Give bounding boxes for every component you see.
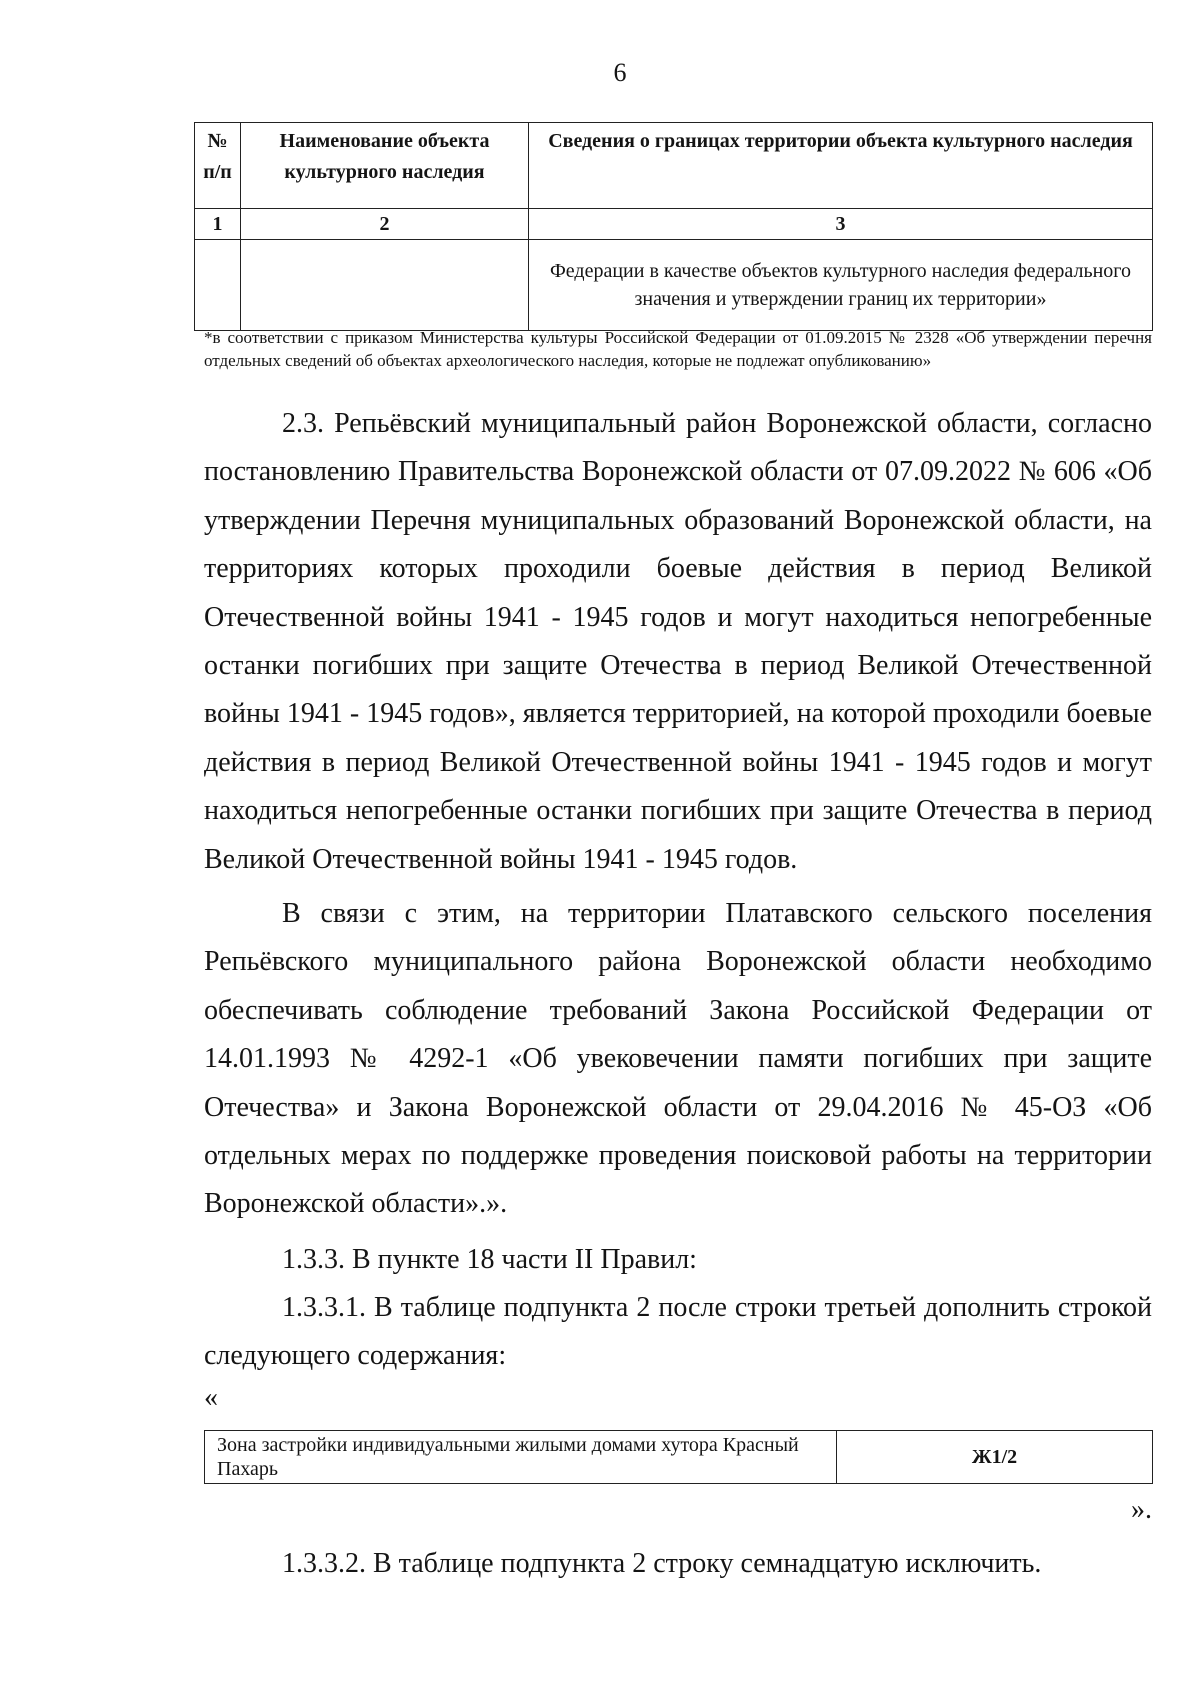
paragraph-1-3-3: 1.3.3. В пункте 18 части II Правил: xyxy=(282,1244,697,1275)
column-number-2: 2 xyxy=(241,209,529,240)
row-number-cell xyxy=(195,240,241,331)
table-column-numbers-row xyxy=(195,209,1153,240)
zone-table xyxy=(204,1430,1153,1484)
header-number: № п/п xyxy=(195,123,241,209)
closing-quote: ». xyxy=(1131,1494,1152,1525)
header-object-name: Наименование объекта культурного наследия xyxy=(241,123,529,209)
zone-name-cell: Зона застройки индивидуальными жилыми домами хутора Красный Пахарь xyxy=(205,1431,837,1484)
column-number-3: 3 xyxy=(529,209,1153,240)
paragraph-in-this-regard: В связи с этим, на территории Платавского сельского поселения Репьёвского муниципального района Воронежской области необходимо обеспечивать соблюдение требований Закона Российской Федерации от 14.01.1993 № 4292-1 «Об увековечении памяти погибших при защите Отечества» и Закона Воронежской области от 29.04.2016 № 45-ОЗ «Об отдельных мерах по поддержке проведения поисковой работы на территории Воронежской области».». xyxy=(204,898,1152,1220)
row-name-cell xyxy=(241,240,529,331)
row-info-cell: Федерации в качестве объектов культурного наследия федерального значения и утверждении границ их территории» xyxy=(529,240,1153,331)
opening-quote: « xyxy=(204,1382,218,1413)
footnote: *в соответствии с приказом Министерства культуры Российской Федерации от 01.09.2015 № 2328 «Об утверждении перечня отдельных сведений об объектах археологического наследия, которые не подлежат опубликованию» xyxy=(204,328,1152,370)
zone-code-cell: Ж1/2 xyxy=(837,1431,1153,1484)
paragraph-1-3-3-2: 1.3.3.2. В таблице подпункта 2 строку семнадцатую исключить. xyxy=(282,1548,1042,1579)
header-boundaries: Сведения о границах территории объекта культурного наследия xyxy=(529,123,1153,209)
column-number-1: 1 xyxy=(195,209,241,240)
page-number: 6 xyxy=(613,58,627,87)
paragraph-2-3: 2.3. Репьёвский муниципальный район Воронежской области, согласно постановлению Правительства Воронежской области от 07.09.2022 № 606 «Об утверждении Перечня муниципальных образований Воронежской области, на территориях которых проходили боевые действия в период Великой Отечественной войны 1941 - 1945 годов и могут находиться непогребенные останки погибших при защите Отечества в период Великой Отечественной войны 1941 - 1945 годов», является территорией, на которой проходили боевые действия в период Великой Отечественной войны 1941 - 1945 годов и могут находиться непогребенные останки погибших при защите Отечества в период Великой Отечественной войны 1941 - 1945 годов. xyxy=(204,408,1152,875)
heritage-table xyxy=(194,122,1153,331)
paragraph-1-3-3-1: 1.3.3.1. В таблице подпункта 2 после строки третьей дополнить строкой следующего содержания: xyxy=(204,1292,1152,1371)
table-row xyxy=(205,1431,1153,1484)
table-row xyxy=(195,240,1153,331)
table-header-row xyxy=(195,123,1153,209)
